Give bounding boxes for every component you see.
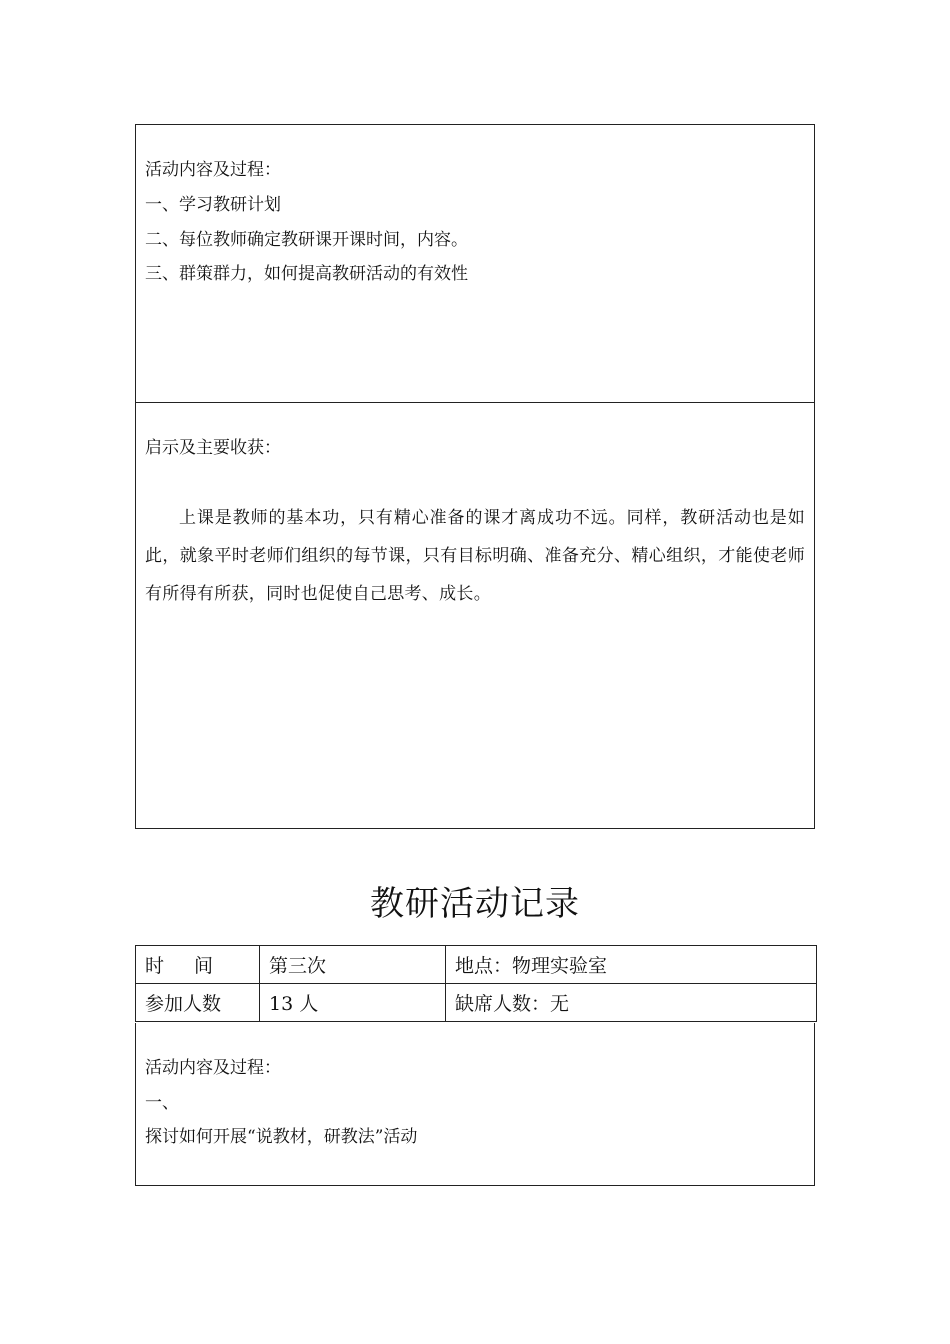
activity-process-box-2 [135, 1023, 815, 1186]
absent: 缺席人数：无 [446, 984, 817, 1022]
attend-value: 13 人 [260, 984, 446, 1022]
insight-heading: 启示及主要收获： [145, 438, 281, 458]
activity-process-box [135, 124, 815, 403]
activity-process-heading-2: 活动内容及过程： [145, 1058, 281, 1078]
record-title: 教研活动记录 [370, 884, 580, 924]
activity-item-1: 一、学习教研计划 [145, 195, 281, 215]
activity-item-number: 一、 [145, 1093, 179, 1113]
location: 地点：物理实验室 [446, 946, 817, 984]
insight-body: 上课是教师的基本功，只有精心准备的课才离成功不远。同样，教研活动也是如此，就象平时老师们组织的每节课，只有目标明确、准备充分、精心组织，才能使老师有所得有所获，同时也促使自己思考、成长。 [145, 508, 805, 604]
record-info-table [135, 945, 817, 1022]
attend-label: 参加人数 [136, 984, 260, 1022]
activity-item-3: 三、群策群力，如何提高教研活动的有效性 [145, 264, 468, 284]
activity-process-heading: 活动内容及过程： [145, 160, 281, 180]
table-row [136, 946, 817, 984]
table-row [136, 984, 817, 1022]
time-label: 时 间 [145, 955, 226, 977]
insight-box [135, 402, 815, 829]
time-label-cell [136, 946, 260, 984]
activity-item-text: 探讨如何开展“说教材，研教法”活动 [145, 1127, 418, 1147]
activity-item-2: 二、每位教师确定教研课开课时间，内容。 [145, 230, 468, 250]
time-value: 第三次 [260, 946, 446, 984]
